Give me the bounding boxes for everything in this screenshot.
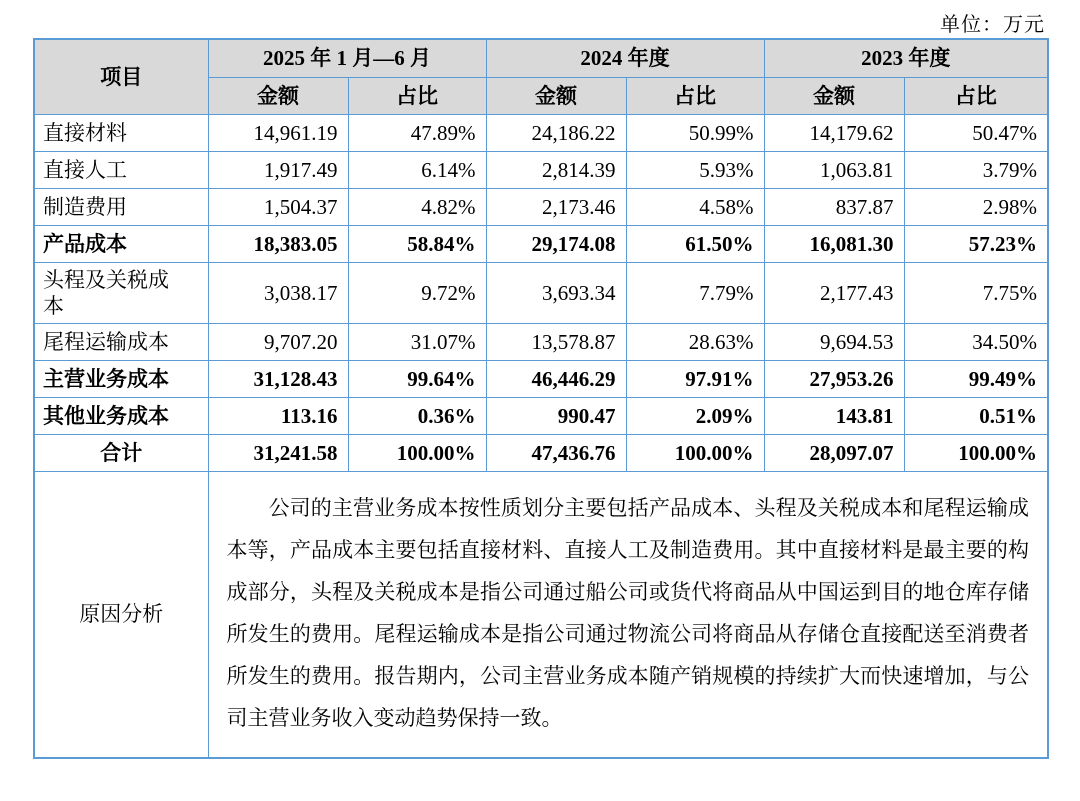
cell-amount: 46,446.29 — [486, 360, 626, 397]
cell-amount: 1,063.81 — [764, 151, 904, 188]
unit-label: 单位：万元 — [940, 14, 1045, 36]
cell-ratio: 99.49% — [904, 360, 1048, 397]
cell-ratio: 0.51% — [904, 397, 1048, 434]
cell-ratio: 28.63% — [626, 323, 764, 360]
analysis-section — [34, 471, 1048, 758]
cell-ratio: 31.07% — [348, 323, 486, 360]
cell-amount: 1,917.49 — [208, 151, 348, 188]
cell-amount: 990.47 — [486, 397, 626, 434]
col-header-amount: 金额 — [208, 77, 348, 114]
cell-amount: 28,097.07 — [764, 434, 904, 471]
cell-ratio: 99.64% — [348, 360, 486, 397]
cell-ratio: 2.09% — [626, 397, 764, 434]
cell-amount: 24,186.22 — [486, 114, 626, 151]
cell-amount: 1,504.37 — [208, 188, 348, 225]
row-label: 主营业务成本 — [34, 360, 208, 397]
cell-ratio: 3.79% — [904, 151, 1048, 188]
cell-ratio: 50.47% — [904, 114, 1048, 151]
cell-ratio: 4.82% — [348, 188, 486, 225]
col-header-amount: 金额 — [764, 77, 904, 114]
col-header-period-2024: 2024 年度 — [486, 39, 764, 77]
cell-ratio: 6.14% — [348, 151, 486, 188]
table-row — [34, 434, 1048, 471]
cell-amount: 16,081.30 — [764, 225, 904, 262]
table-body — [34, 114, 1048, 471]
cell-amount: 14,179.62 — [764, 114, 904, 151]
cell-ratio: 4.58% — [626, 188, 764, 225]
cell-ratio: 61.50% — [626, 225, 764, 262]
cell-amount: 3,038.17 — [208, 262, 348, 323]
cell-amount: 47,436.76 — [486, 434, 626, 471]
cell-ratio: 100.00% — [626, 434, 764, 471]
table-row — [34, 151, 1048, 188]
cell-ratio: 7.79% — [626, 262, 764, 323]
cell-amount: 113.16 — [208, 397, 348, 434]
col-header-period-2025h1: 2025 年 1 月—6 月 — [208, 39, 486, 77]
cell-ratio: 9.72% — [348, 262, 486, 323]
cell-amount: 13,578.87 — [486, 323, 626, 360]
cell-amount: 27,953.26 — [764, 360, 904, 397]
row-label: 头程及关税成本 — [34, 262, 208, 323]
cell-ratio: 0.36% — [348, 397, 486, 434]
cell-amount: 29,174.08 — [486, 225, 626, 262]
table-row — [34, 360, 1048, 397]
table-row — [34, 397, 1048, 434]
cell-ratio: 100.00% — [348, 434, 486, 471]
col-header-ratio: 占比 — [904, 77, 1048, 114]
row-label: 尾程运输成本 — [34, 323, 208, 360]
analysis-paragraph: 公司的主营业务成本按性质划分主要包括产品成本、头程及关税成本和尾程运输成本等，产品成本主要包括直接材料、直接人工及制造费用。其中直接材料是最主要的构成部分，头程及关税成本是指公司通过船公司或货代将商品从中国运到目的地仓库存储所发生的费用。尾程运输成本是指公司通过物流公司将商品从存储仓直接配送至消费者所发生的费用。报告期内，公司主营业务成本随产销规模的持续扩大而快速增加，与公司主营业务收入变动趋势保持一致。 — [226, 495, 1029, 730]
cell-amount: 9,707.20 — [208, 323, 348, 360]
analysis-cell — [208, 471, 1048, 758]
cell-ratio: 57.23% — [904, 225, 1048, 262]
cell-ratio: 58.84% — [348, 225, 486, 262]
cell-ratio: 34.50% — [904, 323, 1048, 360]
cell-ratio: 100.00% — [904, 434, 1048, 471]
col-header-item: 项目 — [34, 39, 208, 114]
cost-composition-table — [33, 38, 1049, 759]
cell-ratio: 47.89% — [348, 114, 486, 151]
col-header-ratio: 占比 — [348, 77, 486, 114]
cell-amount: 18,383.05 — [208, 225, 348, 262]
col-header-ratio: 占比 — [626, 77, 764, 114]
row-label: 制造费用 — [34, 188, 208, 225]
cell-ratio: 50.99% — [626, 114, 764, 151]
table-row — [34, 225, 1048, 262]
cell-amount: 2,173.46 — [486, 188, 626, 225]
col-header-amount: 金额 — [486, 77, 626, 114]
table-row — [34, 323, 1048, 360]
row-label: 直接材料 — [34, 114, 208, 151]
cell-amount: 3,693.34 — [486, 262, 626, 323]
table-row — [34, 262, 1048, 323]
cell-ratio: 97.91% — [626, 360, 764, 397]
cell-amount: 837.87 — [764, 188, 904, 225]
table-header — [34, 39, 1048, 114]
row-label: 产品成本 — [34, 225, 208, 262]
analysis-row — [34, 471, 1048, 758]
row-label: 合计 — [34, 434, 208, 471]
cell-amount: 31,128.43 — [208, 360, 348, 397]
cell-amount: 2,177.43 — [764, 262, 904, 323]
cell-amount: 31,241.58 — [208, 434, 348, 471]
cell-ratio: 5.93% — [626, 151, 764, 188]
col-header-period-2023: 2023 年度 — [764, 39, 1048, 77]
cell-ratio: 2.98% — [904, 188, 1048, 225]
cell-amount: 9,694.53 — [764, 323, 904, 360]
cell-amount: 2,814.39 — [486, 151, 626, 188]
cell-amount: 14,961.19 — [208, 114, 348, 151]
cell-ratio: 7.75% — [904, 262, 1048, 323]
table-row — [34, 188, 1048, 225]
analysis-label: 原因分析 — [34, 471, 208, 758]
row-label: 其他业务成本 — [34, 397, 208, 434]
row-label: 直接人工 — [34, 151, 208, 188]
cell-amount: 143.81 — [764, 397, 904, 434]
table-row — [34, 114, 1048, 151]
